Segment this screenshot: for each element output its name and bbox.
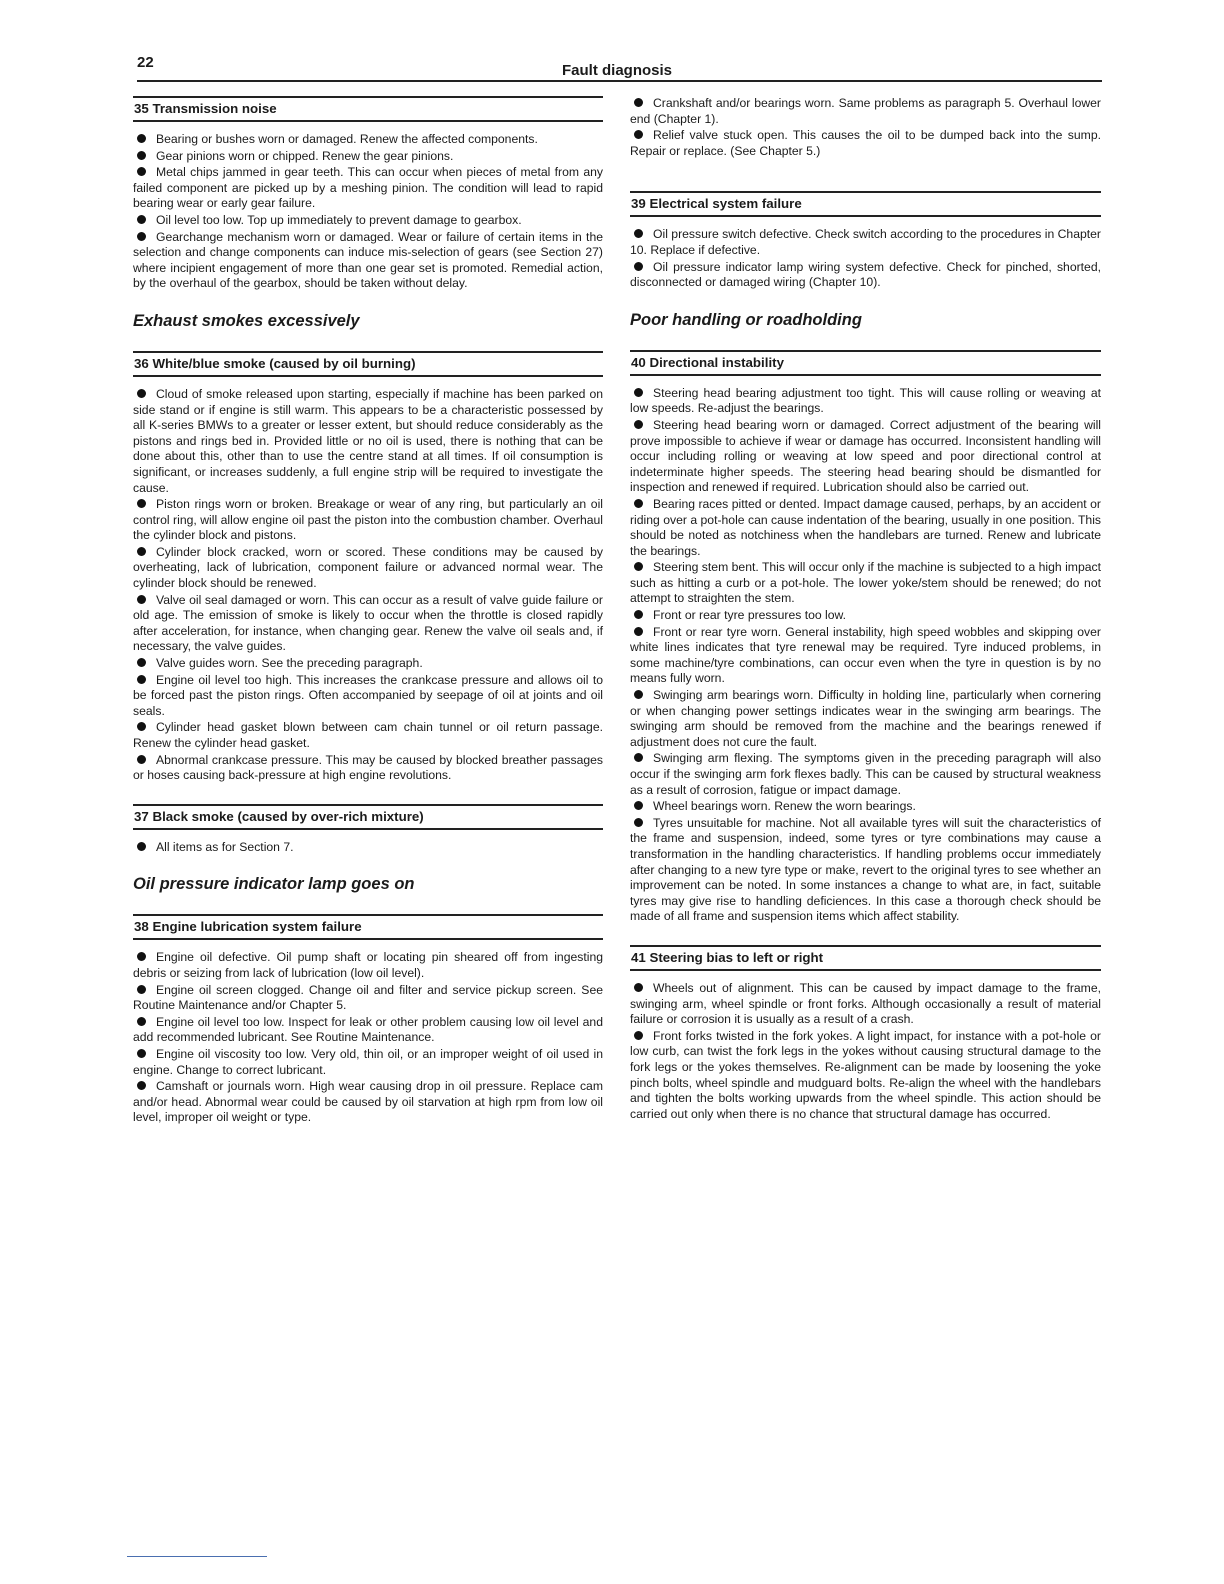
fault-item-text: Steering stem bent. This will occur only if the machine is subjected to a high impact such as hitting a curb or a pot-hole. The lower yoke/stem should be renewed; do not attempt to straighten the stem. [630,560,1101,606]
section-35-transmission-noise [133,96,603,292]
section-37-black-smoke-caused-by-over-rich-mixture [133,804,603,856]
fault-item-text: Gearchange mechanism worn or damaged. Wear or failure of certain items in the selection and change components can induce mis-selection of gears (see Section 27) where incipient engagement of more than one gear set is promoted. Remedial action, by the overhaul of the gearbox, should be taken without delay. [133,229,603,291]
fault-item [133,593,603,655]
fault-item-text: Wheel bearings worn. Renew the worn bearings. [653,799,916,814]
fault-item-text: Cylinder block cracked, worn or scored. These conditions may be caused by overheating, lack of lubrication, component failure or advanced normal wear. The cylinder block should be renewed. [133,544,603,591]
section-40-directional-instability [630,350,1101,925]
fault-item [133,1079,603,1126]
footer-rule [127,1556,267,1557]
section-items [630,386,1101,925]
fault-item [133,983,603,1014]
fault-item-text: Gear pinions worn or chipped. Renew the gear pinions. [156,148,454,163]
bullet-icon [137,722,146,731]
section-items [133,840,603,856]
bullet-icon [137,952,146,961]
bullet-icon [634,562,643,571]
fault-item-text: Front forks twisted in the fork yokes. A light impact, for instance with a pot-hole or low curb, can twist the fork legs in the yokes without causing structural damage to the fork legs or the yokes themselves. Re-alignment can be made by loosening the yoke pinch bolts, wheel spindle and mudguard bolts. Re-align the wheel with the handlebars and tighten the bolts working upwards from the wheel spindle. This action should be carried out only when there is no chance that structural damage has occurred. [630,1028,1101,1121]
bullet-icon [137,985,146,994]
bullet-icon [137,842,146,851]
header-rule [137,80,1102,82]
fault-item-text: Abnormal crankcase pressure. This may be caused by blocked breather passages or hoses causing back-pressure at high engine revolutions. [133,752,603,783]
section-heading: 37 Black smoke (caused by over-rich mixture) [133,804,603,830]
fault-item-text: Swinging arm bearings worn. Difficulty in holding line, particularly when cornering or when changing power settings indicates wear in the swinging arm bearings. The swinging arm should be removed from the machine and the bearings renewed if adjustment does not cure the fault. [630,688,1101,749]
fault-item [133,165,603,212]
section-items [630,227,1101,290]
fault-item [630,799,1101,815]
bullet-icon [634,229,643,238]
group-title-exhaust-smokes-excessively: Exhaust smokes excessively [133,311,360,330]
fault-item [630,981,1101,1028]
fault-item-text: Oil pressure indicator lamp wiring system defective. Check for pinched, shorted, disconnected or damaged wiring (Chapter 10). [630,259,1101,290]
fault-item [133,840,603,856]
fault-item-text: Engine oil defective. Oil pump shaft or locating pin sheared off from ingesting debris or seizing from lack of lubrication (low oil level). [133,950,603,980]
fault-item-text: Front or rear tyre pressures too low. [653,608,847,623]
fault-item-text: Engine oil screen clogged. Change oil and filter and service pickup screen. See Routine Maintenance and/or Chapter 5. [133,982,603,1013]
fault-item-text: Wheels out of alignment. This can be caused by impact damage to the frame, swinging arm, wheel spindle or front forks. Although occasionally a result of material failure or corrosion it is usually as a result of a crash. [630,980,1101,1027]
section-items [630,981,1101,1122]
fault-item [133,230,603,292]
fault-item-text: Steering head bearing worn or damaged. Correct adjustment of the bearing will prove impossible to achieve if wear or damage has occurred. Inconsistent handling will occur including rolling or weaving at low speed and poor directional control at indeterminate higher speeds. The steering head bearing should be dismantled for inspection and renewed if required. Lubrication should also be carried out. [630,417,1101,495]
bullet-icon [137,1017,146,1026]
fault-item-text: Metal chips jammed in gear teeth. This can occur when pieces of metal from any failed component are picked up by a meshing pinion. The condition will lead to rapid bearing wear or early gear failure. [133,165,603,211]
fault-item-text: Front or rear tyre worn. General instability, high speed wobbles and skipping over white lines indicates that tyre renewal may be required. Tyre induced problems, in some machine/tyre combinations, can occur even when the tyre in question is by no means fully worn. [630,624,1101,686]
continued-items [630,96,1101,159]
fault-item [133,1047,603,1078]
section-items [133,132,603,292]
fault-item-text: Valve oil seal damaged or worn. This can occur as a result of valve guide failure or old age. The emission of smoke is likely to occur when the throttle is closed rapidly after acceleration, for instance, when changing gear. Renew the valve oil seals and, if necessary, the valve guides. [133,592,603,654]
fault-item [630,560,1101,607]
fault-item [630,751,1101,798]
fault-item [133,149,603,165]
bullet-icon [137,675,146,684]
fault-item [630,1029,1101,1123]
fault-item [630,260,1101,291]
fault-item-text: Cylinder head gasket blown between cam chain tunnel or oil return passage. Renew the cylinder head gasket. [133,720,603,750]
fault-item-text: Oil pressure switch defective. Check switch according to the procedures in Chapter 10. Replace if defective. [630,227,1101,257]
fault-item [630,688,1101,750]
fault-item [133,213,603,229]
bullet-icon [634,98,643,107]
section-heading: 39 Electrical system failure [630,191,1101,217]
group-title-oil-pressure-indicator-lamp-goes-on: Oil pressure indicator lamp goes on [133,875,415,894]
fault-item-text: Relief valve stuck open. This causes the oil to be dumped back into the sump. Repair or replace. (See Chapter 5.) [630,128,1101,158]
bullet-icon [137,595,146,604]
fault-item-text: Engine oil viscosity too low. Very old, thin oil, or an improper weight of oil used in engine. Change to correct lubricant. [133,1046,603,1077]
bullet-icon [137,1049,146,1058]
bullet-icon [634,690,643,699]
bullet-icon [634,499,643,508]
fault-item [630,608,1101,624]
fault-item-text: Tyres unsuitable for machine. Not all available tyres will suit the characteristics of the frame and suspension, indeed, some tyres or tyre combinations may cause a transformation in the handling characteristics. If handling problems occur immediately after changing to a new tyre type or make, revert to the original tyres to see whether an improvement can be noted. In some instances a change to what are, in fact, suitable tyres may give rise to handling deficiences. In this case a thorough check should be made of all frame and suspension items which affect stability. [630,815,1101,924]
section-heading: 35 Transmission noise [133,96,603,122]
section-38-engine-lubrication-system-failure [133,914,603,1126]
bullet-icon [634,983,643,992]
fault-item-text: Camshaft or journals worn. High wear causing drop in oil pressure. Replace cam and/or head. Abnormal wear could be caused by oil starvation at high rpm from low oil level, improper oil weight or type. [133,1079,603,1125]
fault-item-text: Piston rings worn or broken. Breakage or wear of any ring, but particularly an oil control ring, will allow engine oil past the piston into the combustion chamber. Overhaul the cylinder block and pistons. [133,497,603,543]
section-items [133,950,603,1126]
bullet-icon [634,130,643,139]
bullet-icon [634,388,643,397]
group-title-poor-handling-or-roadholding: Poor handling or roadholding [630,310,862,329]
fault-item [133,387,603,496]
section-items [133,387,603,784]
fault-item-text: Bearing races pitted or dented. Impact damage caused, perhaps, by an accident or riding over a pot-hole can cause indentation of the bearing, usually in one position. This should be noted as notchiness when the handlebars are turned. Renew and lubricate the bearings. [630,496,1101,558]
left-column [133,96,603,1146]
bullet-icon [634,753,643,762]
section-heading: 41 Steering bias to left or right [630,945,1101,971]
fault-item-text: All items as for Section 7. [156,839,294,854]
bullet-icon [137,499,146,508]
page-number: 22 [137,54,154,71]
fault-item-text: Bearing or bushes worn or damaged. Renew the affected components. [156,132,538,146]
fault-item-text: Steering head bearing adjustment too tight. This will cause rolling or weaving at low speeds. Re-adjust the bearings. [630,385,1101,416]
bullet-icon [137,389,146,398]
right-column [630,96,1101,1142]
fault-item [630,227,1101,258]
fault-item [133,132,603,148]
bullet-icon [137,215,146,224]
fault-item-text: Oil level too low. Top up immediately to prevent damage to gearbox. [156,212,522,227]
section-36-white-blue-smoke-caused-by-oil-burning [133,351,603,784]
fault-item-text: Engine oil level too low. Inspect for leak or other problem causing low oil level and add recommended lubricant. See Routine Maintenance. [133,1014,603,1045]
section-heading: 36 White/blue smoke (caused by oil burning) [133,351,603,377]
fault-item [630,128,1101,159]
fault-item [133,720,603,751]
bullet-icon [634,610,643,619]
bullet-icon [634,262,643,271]
fault-item-text: Cloud of smoke released upon starting, especially if machine has been parked on side stand or if engine is still warm. This appears to be a characteristic possessed by all K-series BMWs to a greater or lesser extent, but should reduce considerably as the pistons and rings bed in. Provided little or no oil is used, there is nothing that can be done about this, other than to use the centre stand at all times. If oil consumption is significant, or increases suddenly, a full engine strip will be required to investigate the cause. [133,386,603,495]
fault-item-text: Engine oil level too high. This increases the crankcase pressure and allows oil to be forced past the piston rings. Often accompanied by seepage of oil at joints and oil seals. [133,672,603,718]
bullet-icon [634,627,643,636]
fault-item [133,950,603,981]
fault-item [133,673,603,720]
fault-item [133,545,603,592]
bullet-icon [634,818,643,827]
bullet-icon [137,232,146,241]
fault-item [630,418,1101,496]
fault-item [133,1015,603,1046]
bullet-icon [137,1081,146,1090]
fault-item [630,816,1101,925]
fault-item [630,625,1101,687]
section-39-electrical-system-failure [630,191,1101,290]
fault-item-text: Valve guides worn. See the preceding paragraph. [156,656,423,671]
fault-item [133,753,603,784]
fault-item [133,656,603,672]
section-41-steering-bias-to-left-or-right [630,945,1101,1122]
fault-item-text: Swinging arm flexing. The symptoms given in the preceding paragraph will also occur if the swinging arm fork flexes badly. This can be caused by structural weakness as a result of corrosion, fatigue or impact damage. [630,751,1101,797]
fault-item [630,386,1101,417]
fault-item-text: Crankshaft and/or bearings worn. Same problems as paragraph 5. Overhaul lower end (Chapter 1). [630,96,1101,126]
running-title: Fault diagnosis [562,62,673,79]
section-heading: 40 Directional instability [630,350,1101,376]
bullet-icon [634,1031,643,1040]
section-heading: 38 Engine lubrication system failure [133,914,603,940]
bullet-icon [137,134,146,143]
bullet-icon [634,420,643,429]
bullet-icon [137,167,146,176]
fault-item [630,96,1101,127]
bullet-icon [137,658,146,667]
bullet-icon [137,547,146,556]
fault-item [630,497,1101,559]
bullet-icon [634,801,643,810]
fault-item [133,497,603,544]
bullet-icon [137,755,146,764]
bullet-icon [137,151,146,160]
